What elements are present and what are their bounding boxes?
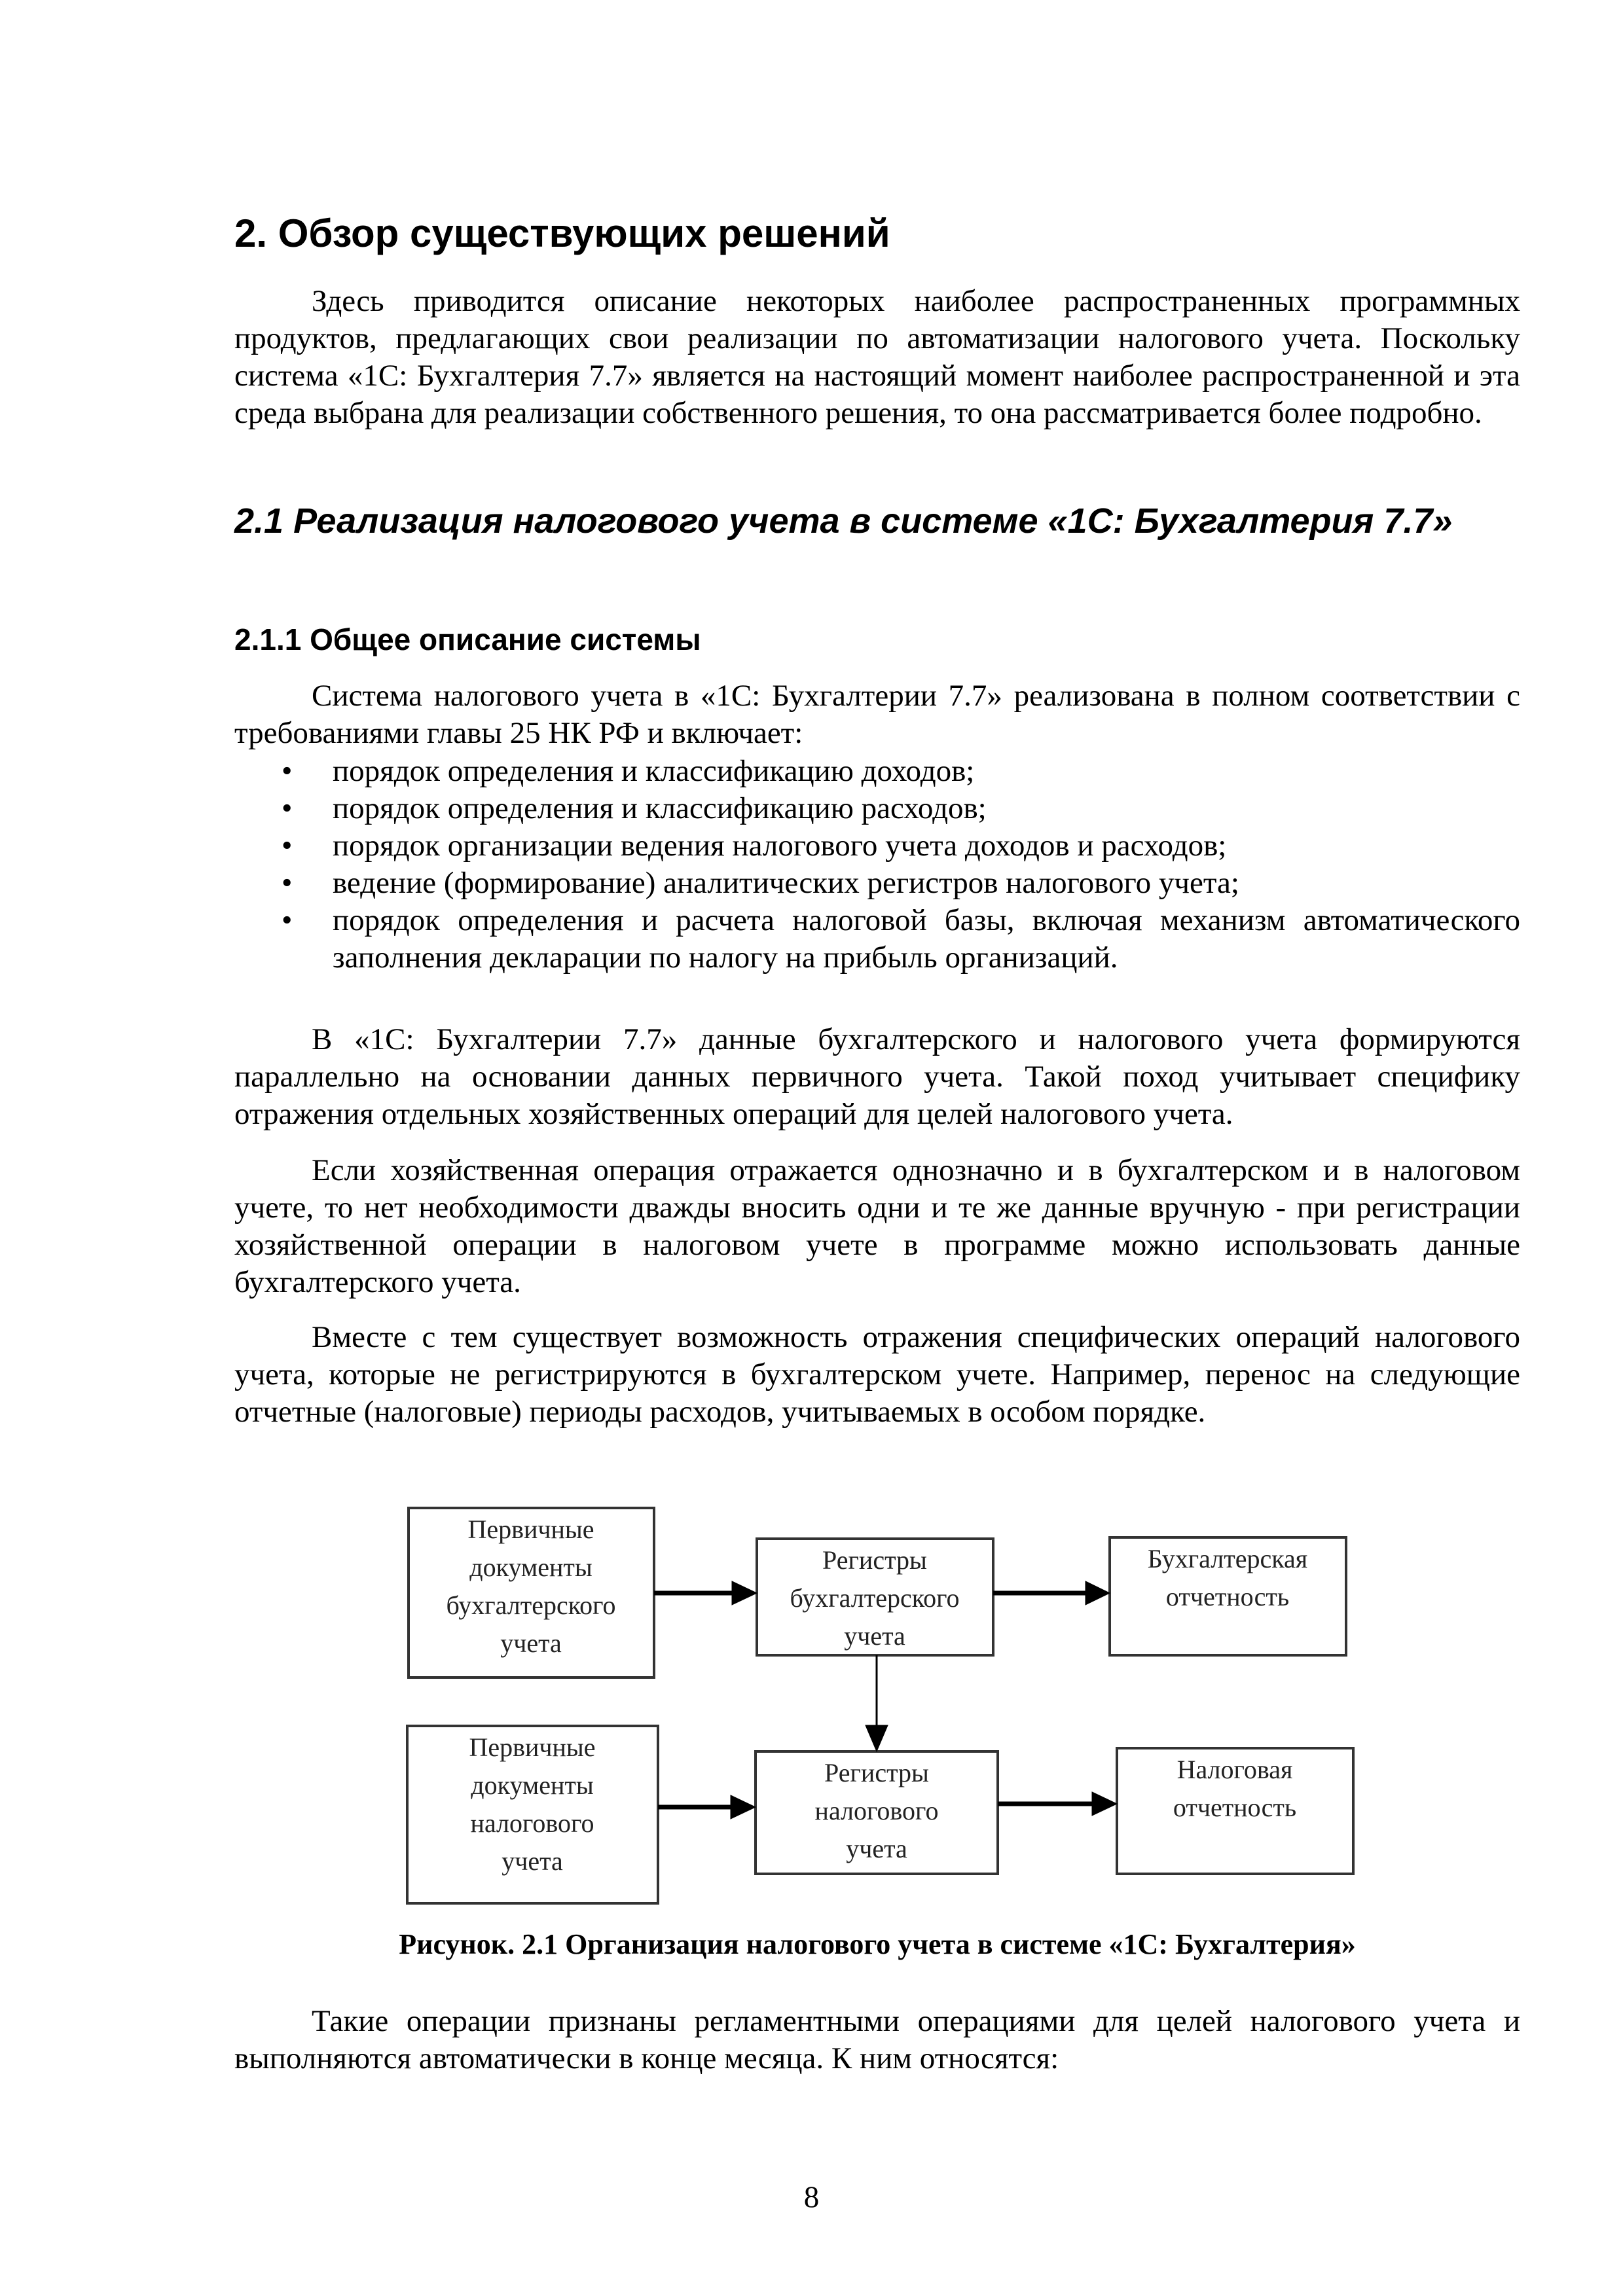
box-label: Первичные: [469, 1732, 596, 1762]
box-label: документы: [469, 1552, 593, 1582]
box-label: учета: [844, 1621, 905, 1651]
parallel-paragraph: В «1С: Бухгалтерии 7.7» данные бухгалтерского и налогового учета формируются параллельно на основании данных первичного учета. Такой поход учитывает специфику отражения отдельных хозяйственных операций для целей налогового учета.: [234, 1022, 1520, 1131]
box-label: бухгалтерского: [446, 1590, 616, 1620]
arrowhead: [1085, 1581, 1110, 1605]
specific-ops-paragraph: Вместе с тем существует возможность отражения специфических операций налогового учета, которые не регистрируются в бухгалтерском учете. Например, перенос на следующие отчетные (налоговые) периоды расходов, учитываемых в особом порядке.: [234, 1320, 1520, 1429]
arrowhead: [866, 1725, 888, 1751]
list-item: • ведение (формирование) аналитических регистров налогового учета;: [234, 865, 1520, 902]
list-item: • порядок определения и классификацию доходов;: [234, 753, 1520, 790]
box-label: Первичные: [467, 1515, 594, 1544]
box-label: учета: [501, 1846, 563, 1876]
list-item: • порядок определения и расчета налоговой базы, включая механизм автоматического заполнения декларации по налогу на прибыль организаций.: [234, 902, 1520, 977]
box-label: Регистры: [822, 1545, 927, 1575]
arrowhead: [732, 1581, 757, 1605]
box-label: учета: [846, 1834, 907, 1863]
arrowhead: [731, 1795, 756, 1819]
figure-caption: Рисунок. 2.1 Организация налогового учета в системе «1С: Бухгалтерия»: [399, 1928, 1356, 1960]
box-label: Налоговая: [1176, 1755, 1293, 1784]
box-label: Регистры: [824, 1758, 929, 1787]
subsubsection-heading: 2.1.1 Общее описание системы: [234, 622, 701, 656]
box-label: налогового: [470, 1808, 594, 1838]
box-label: отчетность: [1173, 1793, 1297, 1822]
box-label: бухгалтерского: [790, 1583, 960, 1613]
list-item: • порядок определения и классификацию расходов;: [234, 790, 1520, 827]
same-data-paragraph: Если хозяйственная операция отражается однозначно и в бухгалтерском и в налоговом учете, то нет необходимости дважды вносить одни и те же данные вручную - при регистрации хозяйственной операции в налоговом учете в программе можно использовать данные бухгалтерского учета.: [234, 1153, 1520, 1299]
page-number: 8: [803, 2180, 820, 2214]
box-label: документы: [471, 1770, 594, 1800]
box-label: Бухгалтерская: [1147, 1544, 1308, 1573]
box-label: налогового: [814, 1796, 939, 1825]
section-heading: 2. Обзор существующих решений: [234, 211, 890, 255]
list-item: • порядок организации ведения налогового учета доходов и расходов;: [234, 827, 1520, 865]
box-label: отчетность: [1165, 1582, 1290, 1611]
arrowhead: [1092, 1792, 1117, 1816]
box-label: учета: [500, 1628, 562, 1658]
regl-paragraph: Такие операции признаны регламентными операциями для целей налогового учета и выполняются автоматически в конце месяца. К ним относятся:: [234, 2004, 1520, 2075]
subsection-heading: 2.1 Реализация налогового учета в системе «1С: Бухгалтерия 7.7»: [234, 501, 1453, 541]
system-paragraph: Система налогового учета в «1С: Бухгалтерии 7.7» реализована в полном соответствии с требованиями главы 25 НК РФ и включает:: [234, 679, 1520, 750]
intro-paragraph: Здесь приводится описание некоторых наиболее распространенных программных продуктов, предлагающих свои реализации по автоматизации налогового учета. Поскольку система «1С: Бухгалтерия 7.7» является на настоящий момент наиболее распространенной и эта среда выбрана для реализации собственного решения, то она рассматривается более подробно.: [234, 284, 1520, 430]
